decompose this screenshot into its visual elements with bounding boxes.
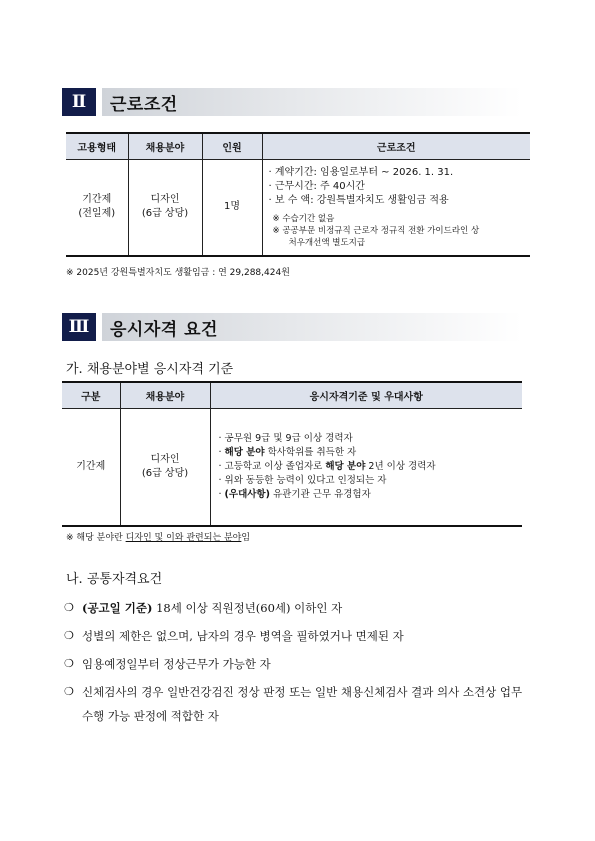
- requirement-text: 임용예정일부터 정상근무가 가능한 자: [82, 657, 271, 671]
- requirement-text: 성별의 제한은 없으며, 남자의 경우 병역을 필하였거나 면제된 자: [82, 629, 404, 643]
- emphasis: 해당 분야: [325, 460, 366, 472]
- qualification-item: · 해당 분야 학사학위를 취득한 자: [218, 446, 357, 458]
- section-title: 응시자격 요건: [110, 319, 218, 340]
- emphasis: (우대사항): [224, 488, 270, 500]
- employment-type: 기간제: [82, 194, 112, 206]
- table-row: [66, 159, 530, 256]
- field-name: 디자인: [150, 194, 180, 206]
- qualification-text: 학사학위를 취득한 자: [264, 446, 357, 458]
- field-name: 디자인: [150, 453, 180, 465]
- column-header: 채용분야: [128, 133, 202, 159]
- table-header-row: [62, 382, 522, 408]
- subheading-common: 나. 공통자격요건: [66, 572, 163, 587]
- qualification-item: · 공무원 9급 및 9급 이상 경력자: [218, 432, 353, 444]
- qualification-text: · 고등학교 이상 졸업자로: [218, 460, 326, 472]
- field-cell: [128, 159, 202, 256]
- circle-bullet-icon: ❍: [64, 629, 74, 642]
- subheading-by-field: 가. 채용분야별 응시자격 기준: [66, 362, 234, 377]
- footnote-underlined: 디자인 및 이와 관련되는 분야: [125, 533, 242, 543]
- circle-bullet-icon: ❍: [64, 685, 74, 698]
- section-title-bar: [102, 88, 522, 116]
- column-header: 응시자격기준 및 우대사항: [210, 382, 522, 408]
- qualification-item: [219, 460, 517, 474]
- emphasis: (공고일 기준): [82, 601, 153, 615]
- footnote-text: ※ 해당 분야란: [66, 533, 126, 543]
- section-title-bar: [102, 313, 522, 341]
- preference-item: · (우대사항) 유관기관 근무 유경험자: [218, 488, 371, 500]
- field-cell: [120, 408, 210, 526]
- section-number: Ⅲ: [62, 313, 96, 341]
- qualification-item: · 위와 동등한 능력이 있다고 인정되는 자: [218, 474, 387, 486]
- field-grade: (6급 상당): [141, 467, 189, 479]
- requirement-text: 신체검사의 경우 일반건강검진 정상 판정 또는 일반 채용신체검사 결과 의사 소견상 업무 수행 가능 판정에 적합한 자: [82, 685, 523, 723]
- allowance-note: ※ 공공부문 비정규직 근로자 정규직 전환 가이드라인 상: [272, 225, 480, 236]
- footnote-text: 임: [241, 533, 251, 543]
- requirement-item: [64, 652, 534, 676]
- column-header: 채용분야: [120, 382, 210, 408]
- section-title: 근로조건: [110, 94, 178, 115]
- probation-note: ※ 수습기간 없음: [272, 213, 335, 224]
- allowance-note-cont: 처우개선액 별도지급: [288, 237, 366, 248]
- requirement-item: [64, 624, 534, 648]
- qualification-text: 유관기관 근무 유경험자: [269, 488, 371, 500]
- column-header: 고용형태: [66, 133, 128, 159]
- work-hours: · 근무시간: 주 40시간: [268, 180, 365, 192]
- section-header-3: [62, 313, 522, 341]
- requirement-item: [64, 596, 534, 620]
- requirement-text: 18세 이상 직원정년(60세) 이하인 자: [152, 601, 343, 615]
- column-header: 근로조건: [262, 133, 530, 159]
- requirement-item: [64, 680, 534, 728]
- salary: · 보 수 액: 강원특별자치도 생활임금 적용: [268, 194, 449, 206]
- wage-footnote: ※ 2025년 강원특별자치도 생활임금 : 연 29,288,424원: [66, 268, 290, 278]
- section-header-2: [62, 88, 522, 116]
- field-footnote: [66, 530, 250, 543]
- table-header-row: [66, 133, 530, 159]
- qualification-text: 2년 이상 경력자: [365, 460, 436, 472]
- column-header: 인원: [202, 133, 262, 159]
- circle-bullet-icon: ❍: [64, 657, 74, 670]
- category-cell: 기간제: [62, 408, 120, 526]
- working-conditions-table: [66, 132, 530, 257]
- qualifications-cell: [210, 408, 522, 526]
- column-header: 구분: [62, 382, 120, 408]
- headcount-cell: 1명: [202, 159, 262, 256]
- conditions-cell: [262, 159, 530, 256]
- employment-type-detail: (전일제): [78, 208, 116, 220]
- section-number: Ⅱ: [62, 88, 96, 116]
- qualifications-table: [62, 381, 522, 527]
- field-grade: (6급 상당): [141, 208, 189, 220]
- circle-bullet-icon: ❍: [64, 601, 74, 614]
- employment-type-cell: [66, 159, 128, 256]
- contract-period: · 계약기간: 임용일로부터 ~ 2026. 1. 31.: [268, 166, 454, 178]
- emphasis: 해당 분야: [224, 446, 265, 458]
- table-row: [62, 408, 522, 526]
